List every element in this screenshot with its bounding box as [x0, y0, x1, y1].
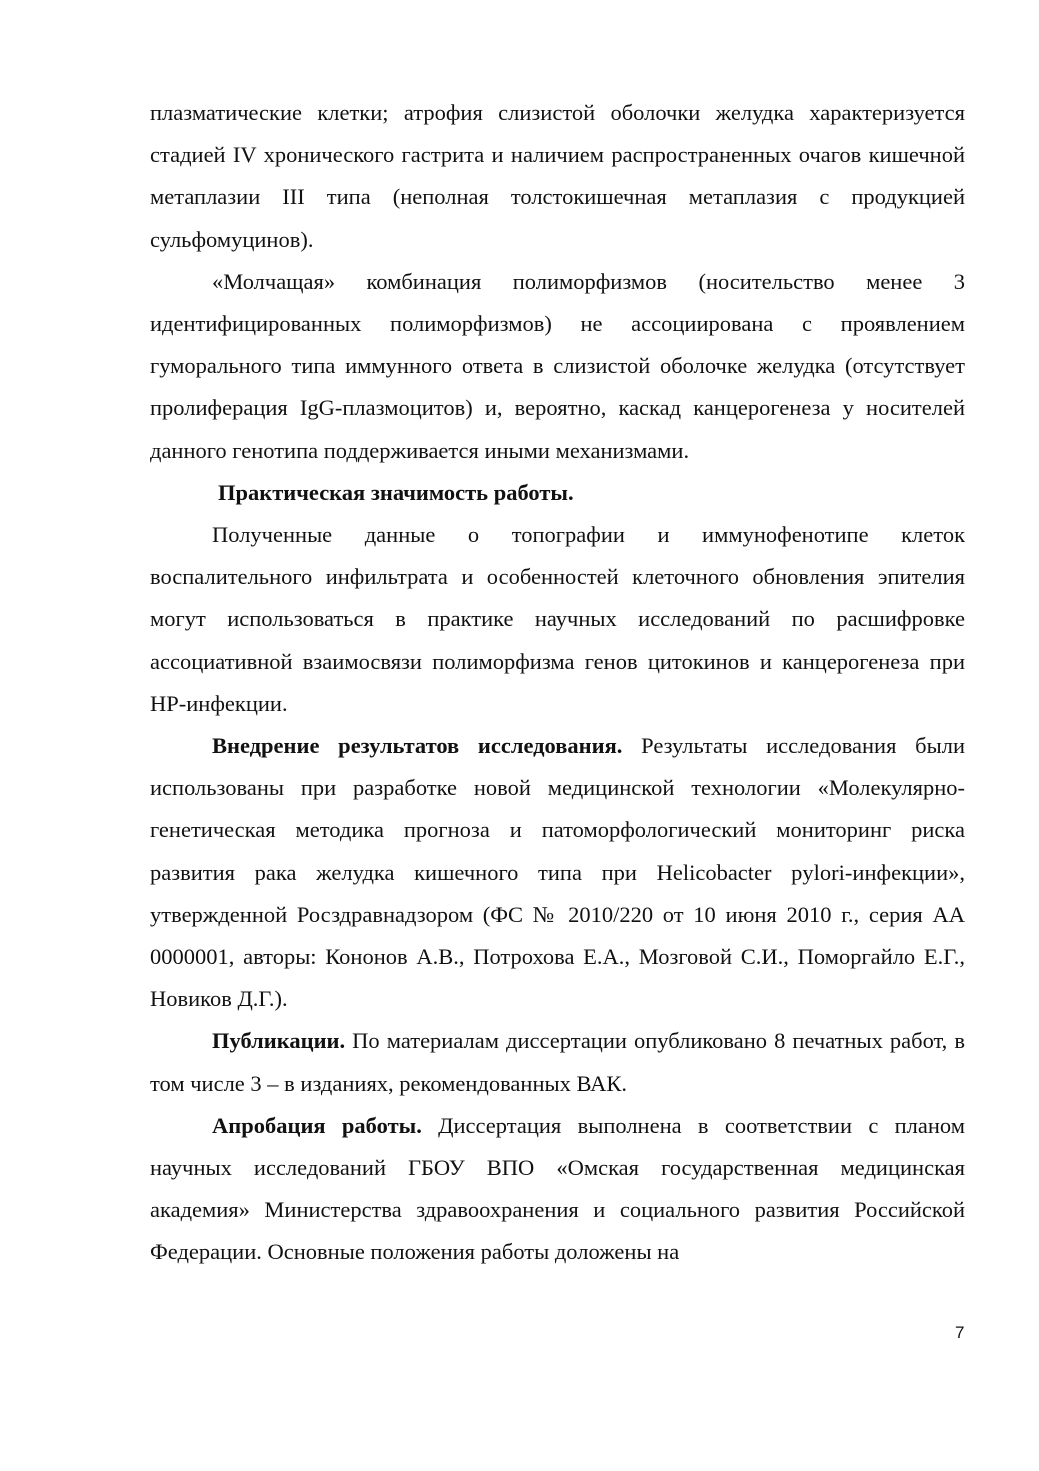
approbation-paragraph	[150, 1105, 965, 1274]
implementation-lead: Внедрение результатов исследования.	[212, 733, 623, 759]
publications-lead: Публикации.	[212, 1028, 346, 1054]
publications-text: По материалам диссертации опубликовано 8 печатных работ, в том числе 3 – в изданиях, рекомендованных ВАК.	[150, 1028, 965, 1096]
practical-significance-paragraph: Полученные данные о топографии и иммунофенотипе клеток воспалительного инфильтрата и особенностей клеточного обновления эпителия могут использоваться в практике научных исследований по расшифровке ассоциативной взаимосвязи полиморфизма генов цитокинов и канцерогенеза при НР-инфекции.	[150, 522, 965, 716]
publications-paragraph	[150, 1020, 965, 1104]
page-number: 7	[955, 1323, 965, 1342]
practical-significance-heading: Практическая значимость работы.	[218, 479, 574, 505]
continuation-paragraph: плазматические клетки; атрофия слизистой оболочки желудка характеризуется стадией IV хронического гастрита и наличием распространенных очагов кишечной метаплазии III типа (неполная толстокишечная метаплазия с продукцией сульфомуцинов).	[150, 100, 965, 252]
approbation-lead: Апробация работы.	[212, 1112, 422, 1138]
implementation-paragraph	[150, 725, 965, 1020]
silent-combination-paragraph: «Молчащая» комбинация полиморфизмов (носительство менее 3 идентифицированных полиморфизмов) не ассоциирована с проявлением гуморального типа иммунного ответа в слизистой оболочке желудка (отсутствует пролиферация IgG-плазмоцитов) и, вероятно, каскад канцерогенеза у носителей данного генотипа поддерживается иными механизмами.	[150, 268, 965, 463]
body-text	[150, 92, 965, 1274]
implementation-text: Результаты исследования были использованы при разработке новой медицинской технологии «Молекулярно-генетическая методика прогноза и патоморфологический мониторинг риска развития рака желудка кишечного типа при Helicobacter pylori-инфекции», утвержденной Росздравнадзором (ФС № 2010/220 от 10 июня 2010 г., серия АА 0000001, авторы: Кононов А.В., Потрохова Е.А., Мозговой С.И., Поморгайло Е.Г., Новиков Д.Г.).	[150, 733, 965, 1012]
approbation-text: Диссертация выполнена в соответствии с планом научных исследований ГБОУ ВПО «Омская государственная медицинская академия» Министерства здравоохранения и социального развития Российской Федерации. Основные положения работы доложены на	[150, 1112, 965, 1265]
